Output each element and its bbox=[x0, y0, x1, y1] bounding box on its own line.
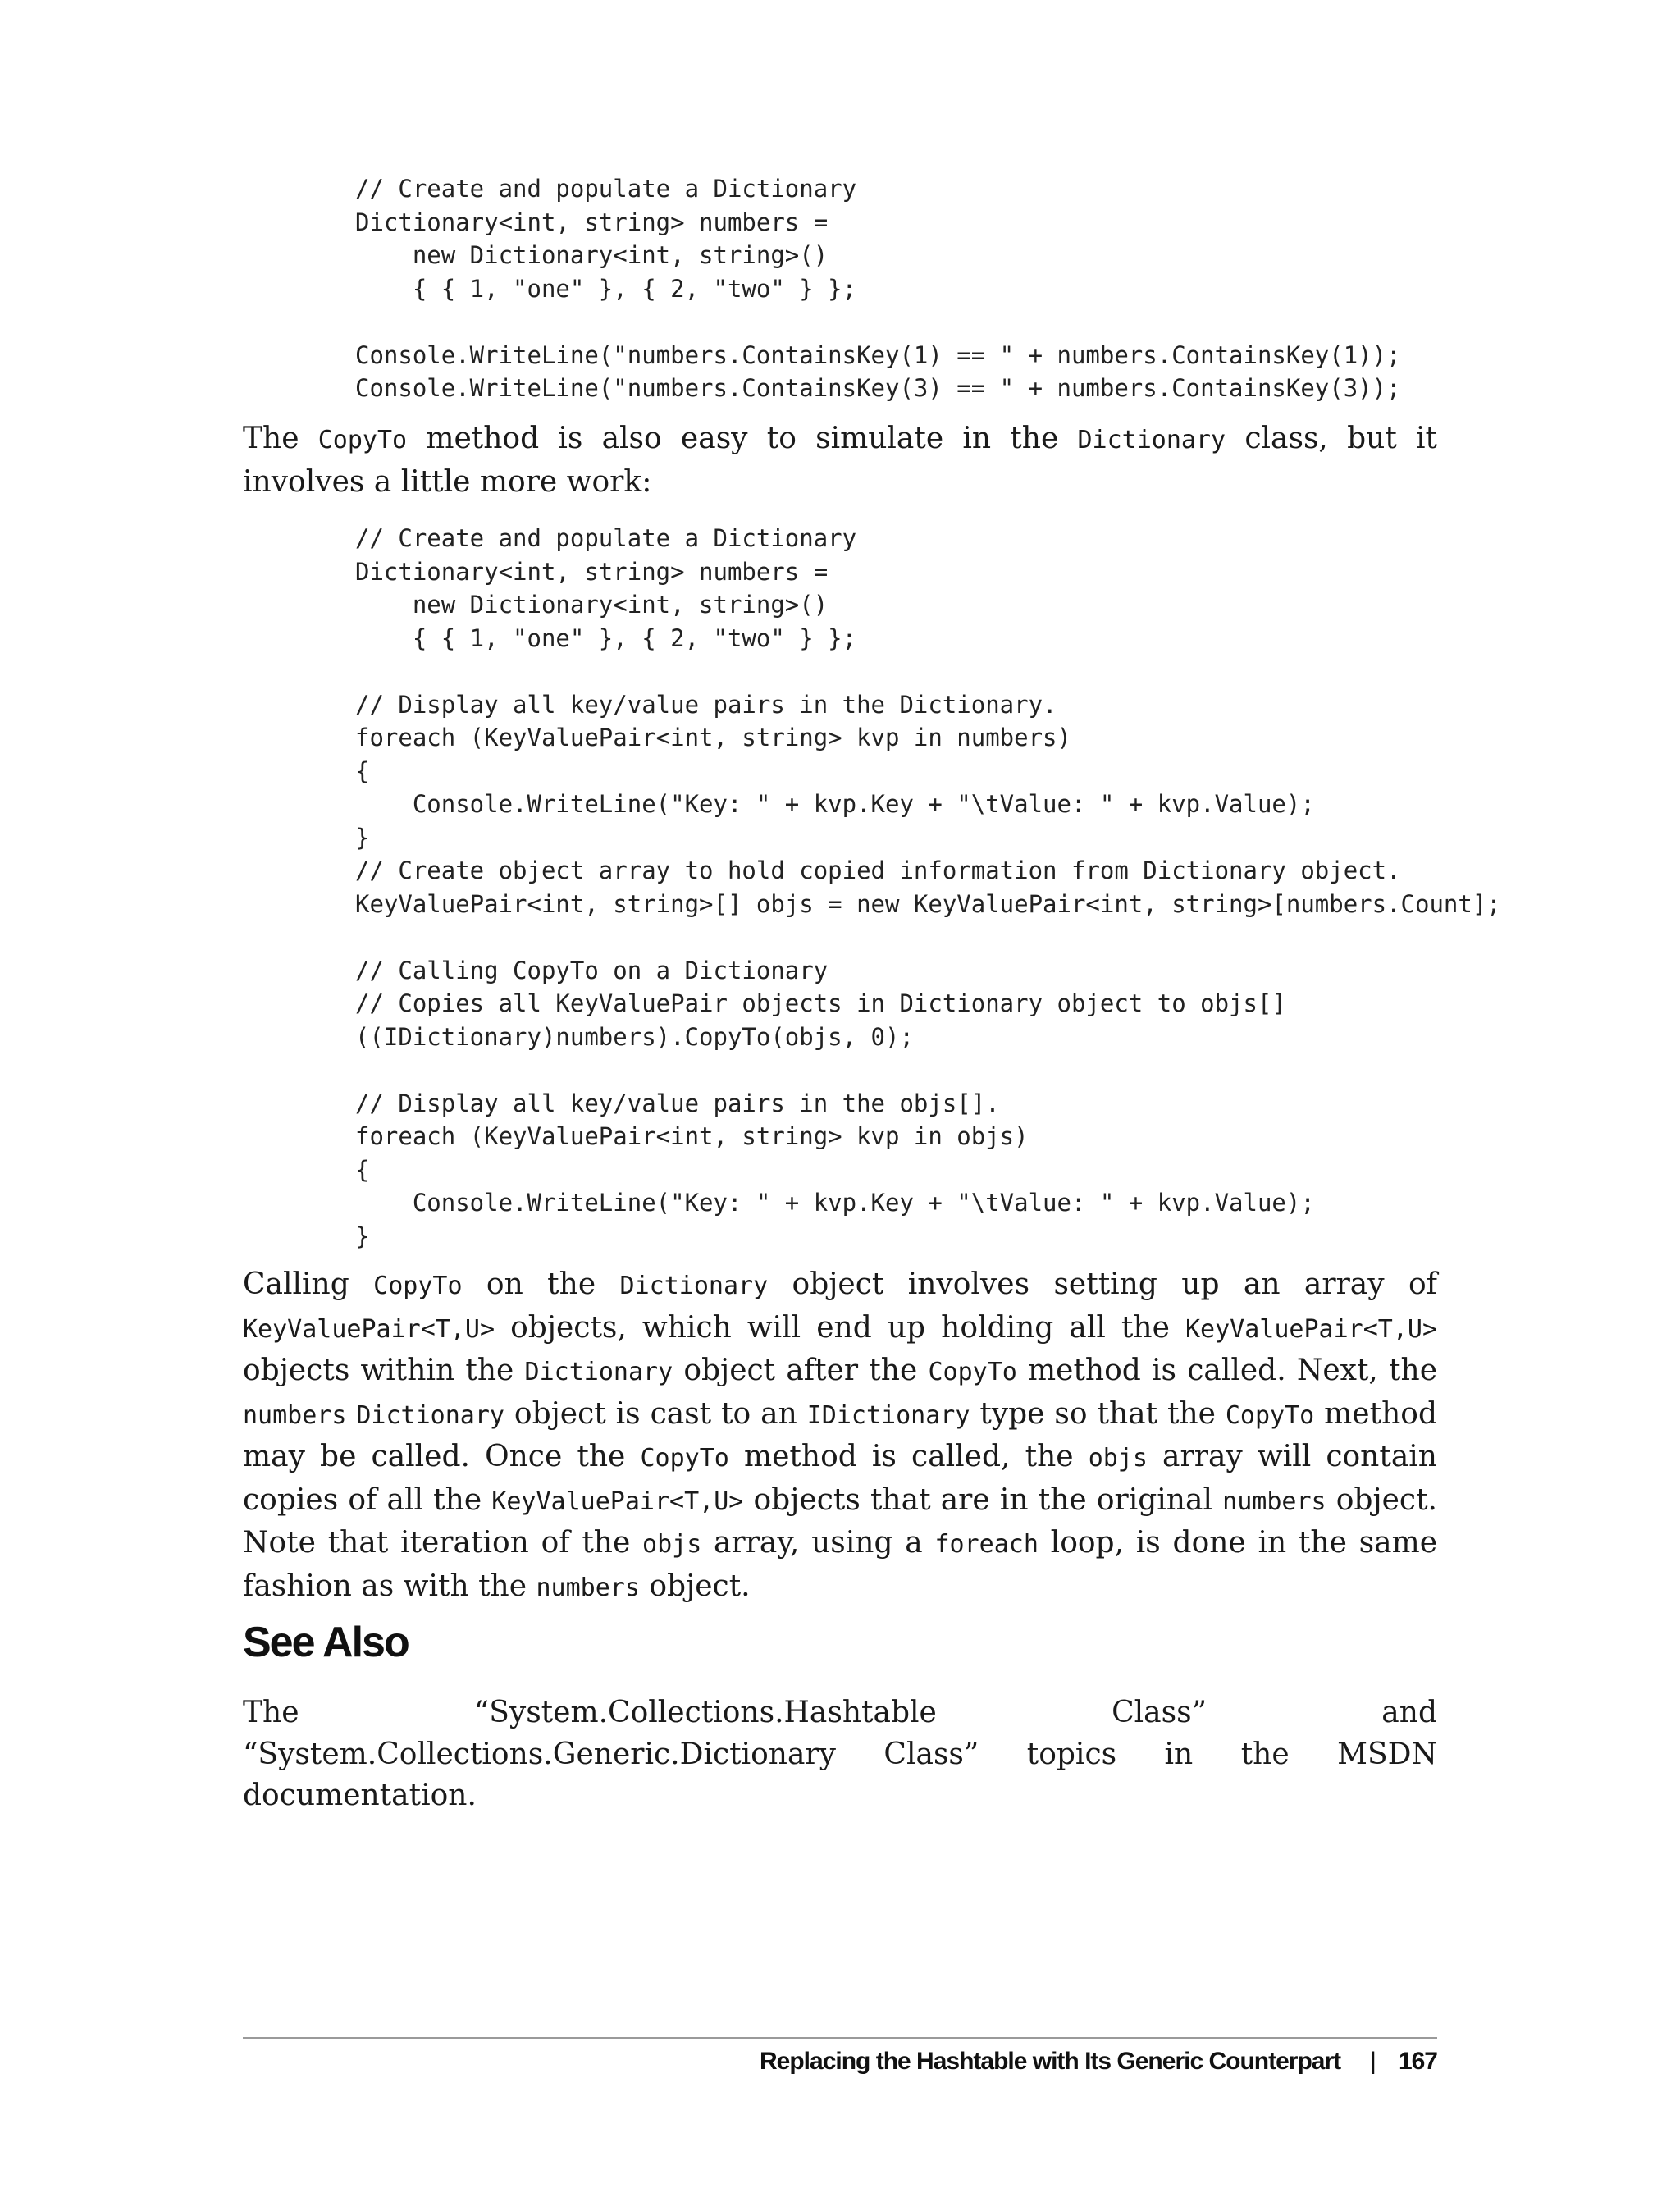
text-run: method is called. Next, the bbox=[1016, 1354, 1438, 1387]
paragraph-copyto-intro bbox=[243, 418, 1437, 503]
text-run: array will contain copies of all the bbox=[243, 1440, 1437, 1517]
inline-code: objs bbox=[642, 1530, 702, 1559]
inline-code: CopyTo bbox=[928, 1358, 1017, 1386]
section-heading-see-also: See Also bbox=[243, 1619, 409, 1666]
inline-code: Dictionary bbox=[1077, 426, 1226, 454]
text-run: type so that the bbox=[970, 1396, 1226, 1431]
inline-code: objs bbox=[1088, 1444, 1148, 1473]
footer-divider bbox=[243, 2037, 1437, 2039]
text-run: array, using a bbox=[701, 1526, 935, 1560]
inline-code: Dictionary bbox=[619, 1272, 769, 1300]
paragraph-see-also: The “System.Collections.Hashtable Class” and “System.Collections.Generic.Dictionary Class” topics in the MSDN documentation. bbox=[243, 1696, 1437, 1812]
text-run bbox=[346, 1397, 356, 1431]
inline-code: numbers bbox=[1222, 1487, 1326, 1516]
text-run: objects within the bbox=[243, 1354, 525, 1387]
inline-code: KeyValuePair<T,U> bbox=[491, 1487, 744, 1516]
code-block-copyto: // Create and populate a Dictionary Dictionary<int, string> numbers = new Dictionary<int, string>() { { 1, "one" }, { 2, "two" } }; // Display all key/value pairs in the Dictionary. foreach (KeyValuePair<int, string> kvp in numbers) { Console.WriteLine("Key: " + kvp.Key + "\tValue: " + kvp.Value); } // Create object array to hold copied information from Dictionary object. KeyValuePair<int, string>[] objs = new KeyValuePair<int, string>[numbers.Count]; // Calling CopyTo on a Dictionary // Copies all KeyValuePair objects in Dictionary object to objs[] ((IDictionary)numbers).CopyTo(objs, 0); // Display all key/value pairs in the objs[]. foreach (KeyValuePair<int, string> kvp in objs) { Console.WriteLine("Key: " + kvp.Key + "\tValue: " + kvp.Value); } bbox=[355, 524, 1501, 1250]
inline-code: KeyValuePair<T,U> bbox=[1185, 1314, 1437, 1344]
text-run: objects that are in the original bbox=[743, 1482, 1223, 1517]
page-footer bbox=[760, 2048, 1437, 2076]
text-run: objects, which will end up holding all the bbox=[495, 1310, 1185, 1345]
inline-code: IDictionary bbox=[806, 1400, 970, 1430]
inline-code: CopyTo bbox=[640, 1444, 729, 1473]
footer-chapter-title: Replacing the Hashtable with Its Generic Counterpart bbox=[760, 2048, 1341, 2075]
inline-code: CopyTo bbox=[1225, 1400, 1315, 1430]
text-run: method may be called. Once the bbox=[243, 1396, 1437, 1473]
text-run: object involves setting up an array of bbox=[768, 1267, 1437, 1301]
text-run: object after the bbox=[673, 1354, 929, 1387]
text-run: loop, is done in the same fashion as with the bbox=[243, 1526, 1438, 1603]
inline-code: KeyValuePair<T,U> bbox=[243, 1314, 495, 1344]
text-run: object is cast to an bbox=[504, 1396, 807, 1431]
text-run: object. bbox=[639, 1569, 751, 1603]
inline-code: Dictionary bbox=[356, 1400, 504, 1430]
inline-code: CopyTo bbox=[317, 426, 408, 454]
inline-code: numbers bbox=[536, 1573, 640, 1602]
code-block-contains-key: // Create and populate a Dictionary Dictionary<int, string> numbers = new Dictionary<int, string>() { { 1, "one" }, { 2, "two" } }; Console.WriteLine("numbers.ContainsKey(1) == " + numbers.ContainsKey(1)); Console.WriteLine("numbers.ContainsKey(3) == " + numbers.ContainsKey(3)); bbox=[355, 175, 1401, 402]
paragraph-copyto-explanation bbox=[243, 1264, 1437, 1609]
text-run: The bbox=[243, 422, 318, 455]
inline-code: Dictionary bbox=[524, 1358, 673, 1386]
text-run: method is also easy to simulate in the bbox=[407, 422, 1078, 455]
text-run: method is called, the bbox=[728, 1440, 1089, 1473]
inline-code: CopyTo bbox=[373, 1272, 463, 1300]
inline-code: foreach bbox=[934, 1530, 1039, 1559]
text-run: object. Note that iteration of the bbox=[243, 1482, 1438, 1560]
inline-code: numbers bbox=[243, 1400, 347, 1430]
text-run: Calling bbox=[243, 1267, 374, 1301]
footer-separator: | bbox=[1370, 2048, 1376, 2075]
text-run: on the bbox=[462, 1267, 620, 1301]
text-run: class, but it involves a little more work: bbox=[243, 422, 1437, 499]
page-number: 167 bbox=[1398, 2048, 1437, 2075]
